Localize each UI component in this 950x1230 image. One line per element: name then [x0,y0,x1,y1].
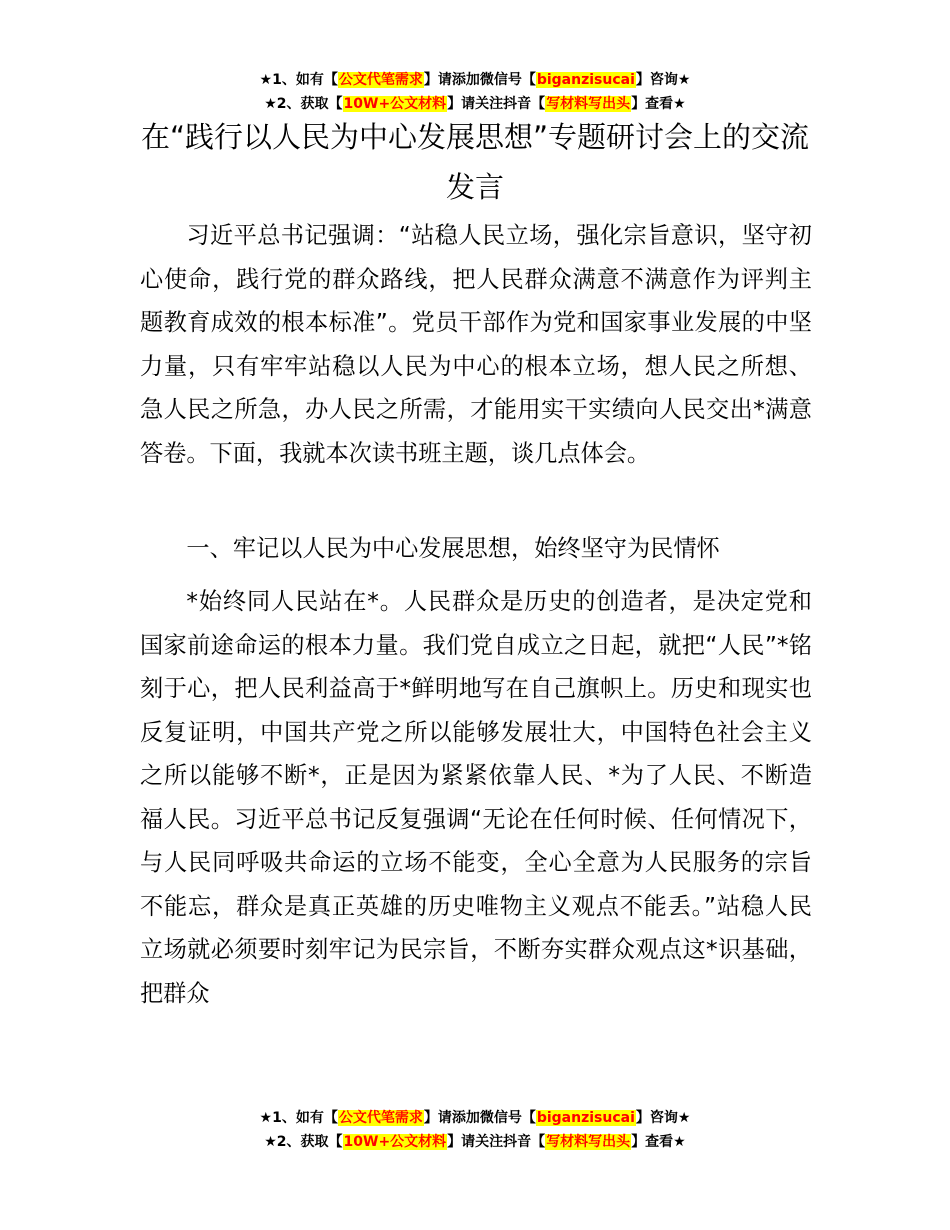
paragraph: *始终同人民站在*。人民群众是历史的创造者，是决定党和国家前途命运的根本力量。我们党自成立之日起，就把“人民”*铭刻于心，把人民利益高于*鲜明地写在自己旗帜上。历史和现实也反复证明，中国共产党之所以能够发展壮大，中国特色社会主义之所以能够不断*，正是因为紧紧依靠人民、*为了人民、不断造福人民。习近平总书记反复强调“无论在任何时候、任何情况下，与人民同呼吸共命运的立场不能变，全心全意为人民服务的宗旨不能忘，群众是真正英雄的历史唯物主义观点不能丢。”站稳人民立场就必须要时刻牢记为民宗旨，不断夯实群众观点这*识基础，把群众 [140,588,812,1007]
banner-text: 】请添加微信号【 [423,1110,536,1126]
section-heading [140,527,812,571]
banner-text: 】咨询★ [635,1110,691,1126]
banner-text: ★1、如有【 [259,1110,338,1126]
bottom-banner [0,1106,950,1154]
highlight-text: 10W+公文材料 [343,1134,447,1150]
banner-text: 】咨询★ [635,72,691,88]
banner-text: 】请关注抖音【 [447,96,546,112]
banner-text: 】请添加微信号【 [423,72,536,88]
banner-text: ★2、获取【 [264,1134,343,1150]
top-banner [0,68,950,116]
paragraph: 习近平总书记强调：“站稳人民立场，强化宗旨意识，坚守初心使命，践行党的群众路线，把人民群众满意不满意作为评判主题教育成效的根本标准”。党员干部作为党和国家事业发展的中坚力量，只有牢牢站稳以人民为中心的根本立场，想人民之所想、急人民之所急，办人民之所需，才能用实干实绩向人民交出*满意答卷。下面，我就本次读书班主题，谈几点体会。 [140,222,812,467]
banner-line-1 [0,1106,950,1130]
highlight-text: 写材料写出头 [546,96,631,112]
banner-text: ★1、如有【 [259,72,338,88]
highlight-text: biganzisucai [536,72,635,88]
banner-line-2 [0,1130,950,1154]
banner-text: ★2、获取【 [264,96,343,112]
body-paragraph-section-1 [140,580,812,1015]
banner-text: 】查看★ [631,1134,686,1150]
banner-text: 】请关注抖音【 [447,1134,546,1150]
banner-line-1 [0,68,950,92]
highlight-text: 写材料写出头 [546,1134,631,1150]
banner-text: 】查看★ [631,96,686,112]
body-paragraph-intro [140,214,812,475]
highlight-text: 公文代笔需求 [338,1110,423,1126]
highlight-text: biganzisucai [536,1110,635,1126]
highlight-text: 10W+公文材料 [343,96,447,112]
document-title: 在“践行以人民为中心发展思想”专题研讨会上的交流发言 [140,120,810,204]
heading-text: 一、牢记以人民为中心发展思想，始终坚守为民情怀 [186,535,720,562]
highlight-text: 公文代笔需求 [338,72,423,88]
